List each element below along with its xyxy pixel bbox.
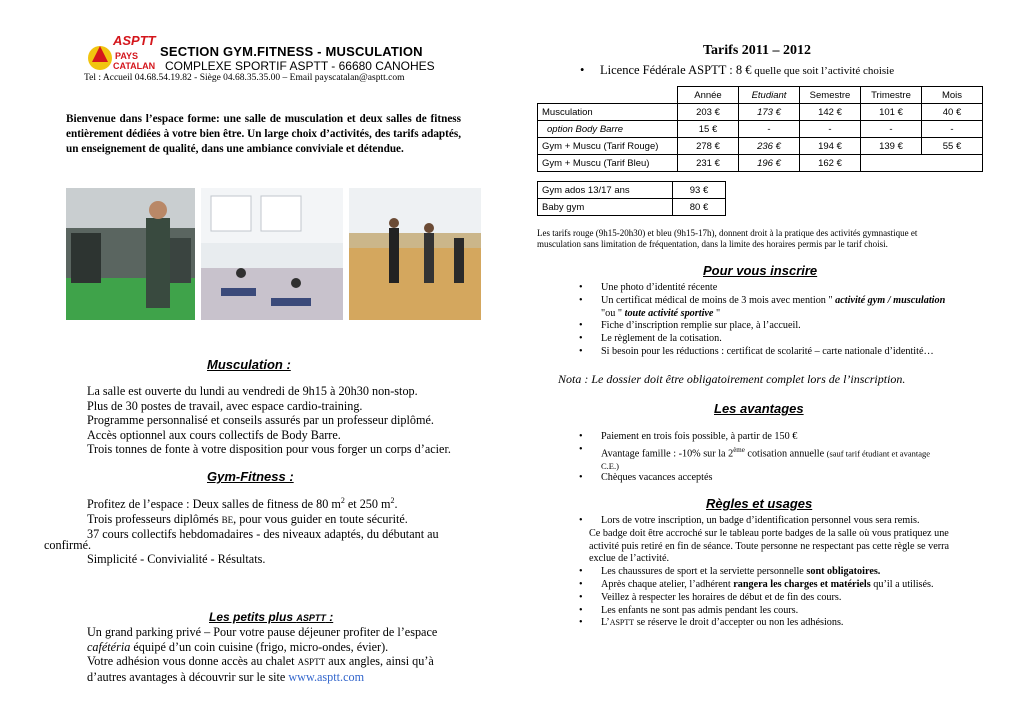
tarifs-table xyxy=(537,86,983,172)
musculation-line: Plus de 30 postes de travail, avec espace cardio-training. xyxy=(87,398,363,413)
table-cell: 203 € xyxy=(678,104,739,121)
list-item: • Si besoin pour les réductions : certificat de scolarité – carte nationale d’identité… xyxy=(579,345,934,357)
musculation-line: Trois tonnes de fonte à votre disposition pour vous forger un corps d’acier. xyxy=(87,442,451,456)
row-label: Gym + Muscu (Tarif Rouge) xyxy=(538,138,678,155)
musculation-heading: Musculation : xyxy=(207,357,291,372)
tarifs-extra-table xyxy=(537,181,726,216)
nota-text: Nota : Le dossier doit être obligatoirement complet lors de l’inscription. xyxy=(558,372,906,386)
bullet-icon: • xyxy=(579,320,583,332)
table-cell: 173 € xyxy=(739,104,800,121)
list-item: • Fiche d’inscription remplie sur place, à l’accueil. xyxy=(579,320,801,332)
table-row xyxy=(538,199,726,216)
table-cell: - xyxy=(739,121,800,138)
list-item: • Les enfants ne sont pas admis pendant les cours. xyxy=(579,604,799,616)
bullet-icon: • xyxy=(579,443,583,455)
tarifs-note: Les tarifs rouge (9h15-20h30) et bleu (9h15-17h), donnent droit à la pratique des activités gymnastique et musculation sans limitation de fréquentation, dans la limite des horaires permis par le tarif choisi. xyxy=(537,228,918,249)
regles-paragraph: Ce badge doit être accroché sur le tableau porte badges de la salle où vous pratiquez une xyxy=(589,527,949,539)
gym-line: 37 cours collectifs hebdomadaires - des niveaux adaptés, du débutant au xyxy=(87,527,439,542)
row-label: Musculation xyxy=(538,104,678,121)
table-cell: 101 € xyxy=(861,104,922,121)
gym-fitness-heading: Gym-Fitness : xyxy=(207,469,294,484)
tarifs-title: Tarifs 2011 – 2012 xyxy=(703,43,811,58)
gym-line: confirmé. xyxy=(44,538,92,552)
regles-list xyxy=(579,515,999,630)
table-cell: 236 € xyxy=(739,138,800,155)
table-cell: - xyxy=(922,121,983,138)
petits-line: d’autres avantages à découvrir sur le site www.asptt.com xyxy=(87,669,365,684)
bullet-icon: • xyxy=(579,282,583,293)
table-header: Année xyxy=(678,87,739,104)
bullet-icon: • xyxy=(579,578,583,590)
table-cell: 80 € xyxy=(673,199,726,216)
gym-photo-3 xyxy=(349,188,481,320)
intro-text: Bienvenue dans l’espace forme: une salle de musculation et deux salles de fitness entièrement dédiées à votre bien être. Un large choix d’activités, des tarifs adaptés, un enseignement de qualité, dans une ambiance conviviale et détendue. xyxy=(66,113,461,155)
asptt-logo xyxy=(86,32,160,78)
bullet-icon: • xyxy=(579,345,583,357)
licence-line: • Licence Fédérale ASPTT : 8 € quelle que soit l’activité choisie xyxy=(580,63,895,77)
regles-paragraph: exclue de l’activité. xyxy=(589,553,670,565)
bullet-icon: • xyxy=(579,431,583,442)
table-cell: 93 € xyxy=(673,182,726,199)
svg-text:ASPTT: ASPTT xyxy=(113,33,156,48)
website-link[interactable]: www.asptt.com xyxy=(288,669,365,684)
bullet-icon: • xyxy=(579,566,583,578)
section-subtitle: COMPLEXE SPORTIF ASPTT - 66680 CANOHES xyxy=(165,59,435,73)
table-cell: - xyxy=(861,121,922,138)
regles-paragraph: activité puis retiré en fin de séance. Toute personne ne respectant pas cette règle se verra xyxy=(589,540,950,552)
list-item: • Chèques vacances acceptés xyxy=(579,471,713,483)
table-cell xyxy=(922,155,983,172)
table-cell: 40 € xyxy=(922,104,983,121)
petits-plus-text xyxy=(87,625,437,684)
bullet-icon: • xyxy=(579,471,583,483)
table-header: Mois xyxy=(922,87,983,104)
bullet-icon: • xyxy=(579,515,583,526)
table-cell: 15 € xyxy=(678,121,739,138)
table-cell: 55 € xyxy=(922,138,983,155)
gym-photo-2 xyxy=(201,188,343,320)
gym-fitness-text xyxy=(87,494,439,542)
bullet-icon: • xyxy=(580,63,585,77)
table-row xyxy=(538,155,983,172)
inscrire-list xyxy=(579,282,999,359)
inscrire-heading: Pour vous inscrire xyxy=(703,263,818,278)
bullet-icon: • xyxy=(579,294,583,306)
musculation-text xyxy=(87,384,451,457)
table-cell xyxy=(861,155,922,172)
bullet-icon: • xyxy=(579,617,583,629)
table-header: Semestre xyxy=(800,87,861,104)
table-row xyxy=(538,121,983,138)
table-row xyxy=(538,182,726,199)
list-item: • Paiement en trois fois possible, à partir de 150 € xyxy=(579,431,798,442)
contact-line: Tel : Accueil 04.68.54.19.82 - Siège 04.68.35.35.00 – Email payscatalan@asptt.com xyxy=(84,73,405,83)
row-label: Gym ados 13/17 ans xyxy=(538,182,673,199)
list-item: • Après chaque atelier, l’adhérent rangera les charges et matériels qu’il a utilisés. xyxy=(579,578,934,590)
table-header: Etudiant xyxy=(739,87,800,104)
gym-line: Trois professeurs diplômés BE, pour vous guider en toute sécurité. xyxy=(87,511,408,526)
avantages-heading: Les avantages xyxy=(714,401,804,416)
table-cell: 142 € xyxy=(800,104,861,121)
row-label: option Body Barre xyxy=(538,121,678,138)
table-cell: 196 € xyxy=(739,155,800,172)
list-item: • Une photo d’identité récente xyxy=(579,282,718,293)
list-item: • Avantage famille : -10% sur la 2ème cotisation annuelle (sauf tarif étudiant et avantage xyxy=(579,443,931,460)
list-item: • Lors de votre inscription, un badge d’identification personnel vous sera remis. xyxy=(579,515,920,526)
gym-line: Profitez de l’espace : Deux salles de fitness de 80 $m^2$ et 250 $m^2$. xyxy=(87,496,398,512)
petits-line: Votre adhésion vous donne accès au chalet ASPTT aux angles, ainsi qu’à xyxy=(87,654,434,668)
list-item-continued: C.E.) xyxy=(601,460,619,471)
regles-heading: Règles et usages xyxy=(706,496,813,511)
table-cell: 139 € xyxy=(861,138,922,155)
avantages-list xyxy=(579,431,999,485)
musculation-line: Programme personnalisé et conseils assurés par un professeur diplômé. xyxy=(87,413,434,427)
list-item-continued: "ou " toute activité sportive " xyxy=(601,307,721,319)
table-cell: 162 € xyxy=(800,155,861,172)
list-item: • Un certificat médical de moins de 3 mois avec mention " activité gym / musculation xyxy=(579,294,946,306)
table-cell: 194 € xyxy=(800,138,861,155)
table-row xyxy=(538,104,983,121)
bullet-icon: • xyxy=(579,604,583,616)
table-row xyxy=(538,138,983,155)
petits-line: Un grand parking privé – Pour votre pause déjeuner profiter de l’espace xyxy=(87,625,438,639)
petits-line: cafétéria équipé d’un coin cuisine (frigo, micro-ondes, évier). xyxy=(87,639,389,654)
list-item: • Veillez à respecter les horaires de début et de fin des cours. xyxy=(579,591,842,603)
svg-text:PAYS: PAYS xyxy=(115,51,139,61)
list-item: • Le règlement de la cotisation. xyxy=(579,333,722,345)
section-title: SECTION GYM.FITNESS - MUSCULATION xyxy=(160,44,423,59)
row-label: Baby gym xyxy=(538,199,673,216)
table-header: Trimestre xyxy=(861,87,922,104)
list-item: • L’ASPTT se réserve le droit d’accepter ou non les adhésions. xyxy=(579,617,844,629)
list-item: • Les chaussures de sport et la serviette personnelle sont obligatoires. xyxy=(579,566,881,578)
svg-text:CATALAN: CATALAN xyxy=(113,61,156,71)
row-label: Gym + Muscu (Tarif Bleu) xyxy=(538,155,678,172)
table-cell: 231 € xyxy=(678,155,739,172)
table-cell: 278 € xyxy=(678,138,739,155)
petits-plus-heading: Les petits plus ASPTT : xyxy=(209,610,334,624)
musculation-line: La salle est ouverte du lundi au vendredi de 9h15 à 20h30 non-stop. xyxy=(87,384,418,398)
table-cell: - xyxy=(800,121,861,138)
gym-photo-1 xyxy=(66,188,195,320)
musculation-line: Accès optionnel aux cours collectifs de Body Barre. xyxy=(87,427,341,442)
bullet-icon: • xyxy=(579,591,583,603)
gym-line: Simplicité - Convivialité - Résultats. xyxy=(87,552,266,566)
bullet-icon: • xyxy=(579,333,583,345)
